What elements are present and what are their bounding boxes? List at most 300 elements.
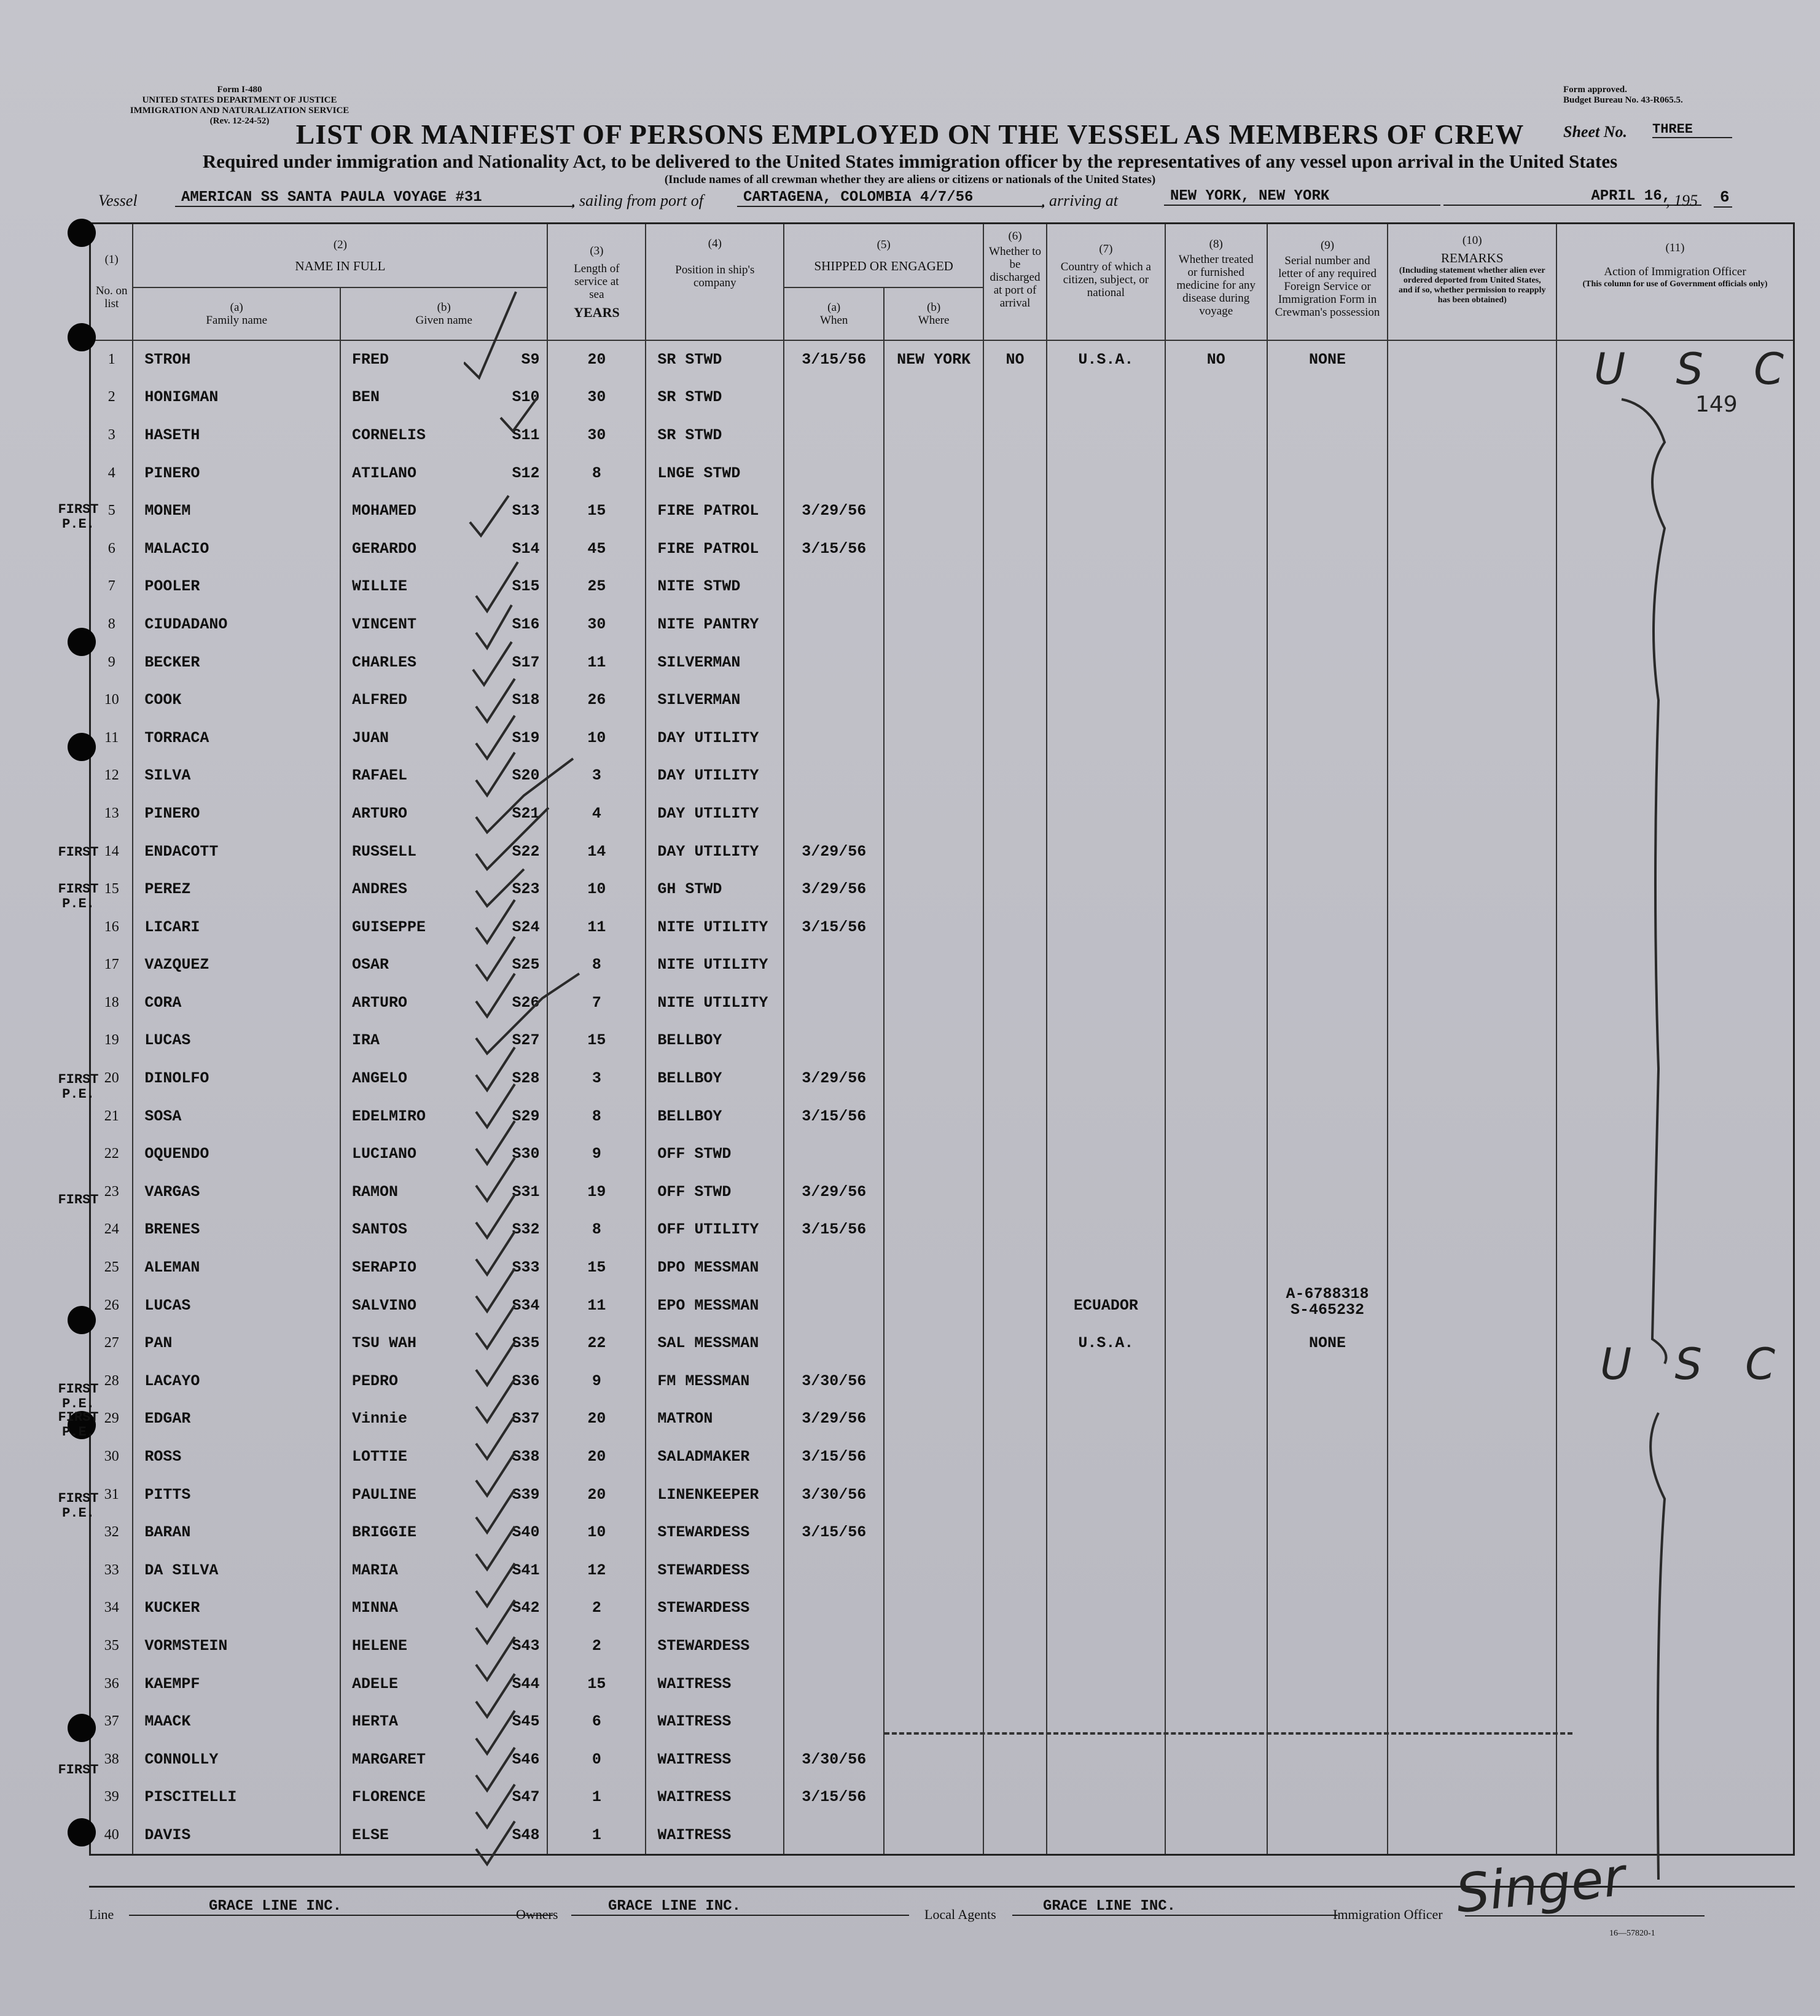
given-name: VINCENT [351, 615, 416, 633]
service-years: 1 [592, 1826, 601, 1844]
medicine-cell [1165, 1514, 1267, 1552]
serial-number-2: S-465232 [1291, 1301, 1365, 1319]
row-number: 28 [104, 1372, 119, 1389]
country-cell [1047, 1589, 1165, 1627]
shipped-where-cell [884, 1589, 983, 1627]
shipped-when-cell [784, 1022, 884, 1060]
country-cell [1047, 340, 1165, 379]
family-name: BARAN [144, 1523, 191, 1542]
sheet-value: THREE [1652, 122, 1732, 138]
shipped-when-cell [784, 340, 884, 379]
medicine-cell [1165, 492, 1267, 530]
position: FIRE PATROL [657, 539, 759, 558]
subtitle-note: (Include names of all crewman whether they are aliens or citizens or nationals of the United States) [664, 173, 1156, 186]
row-number: 39 [104, 1789, 119, 1805]
crew-row [90, 1627, 1794, 1665]
margin-note: FIRST P.E. [58, 502, 99, 532]
family-name: HASETH [144, 426, 200, 444]
country: U.S.A. [1078, 1334, 1134, 1353]
serial-number-cell [1267, 908, 1388, 946]
family-name: COOK [144, 691, 182, 709]
country-cell [1047, 1249, 1165, 1287]
given-name: ADELE [351, 1674, 398, 1693]
shipped-when-cell [784, 606, 884, 644]
crew-row [90, 1324, 1794, 1362]
family-name: HONIGMAN [144, 388, 219, 407]
serial-number-cell [1267, 946, 1388, 984]
arriving-value: NEW YORK, NEW YORK [1164, 188, 1440, 206]
family-name-cell [133, 832, 340, 870]
service-years: 2 [592, 1599, 601, 1617]
country-cell [1047, 1514, 1165, 1552]
position: NITE UTILITY [657, 956, 768, 974]
given-name: RAMON [351, 1182, 398, 1201]
family-name-cell [133, 1097, 340, 1135]
family-name-cell [133, 1589, 340, 1627]
shipped-when: 3/29/56 [802, 502, 867, 520]
crew-code: S9 [521, 350, 540, 369]
discharged-cell [983, 1665, 1047, 1703]
position: LNGE STWD [657, 464, 741, 482]
family-name: BRENES [144, 1221, 200, 1239]
serial-number: NONE [1309, 1334, 1346, 1353]
given-name: RAFAEL [351, 767, 407, 785]
col-name-header: (2) NAME IN FULL [133, 224, 547, 287]
discharged-cell [983, 568, 1047, 606]
remarks-cell [1388, 832, 1556, 870]
row-number: 7 [107, 578, 115, 595]
crew-code: S13 [512, 502, 540, 520]
crew-row [90, 1362, 1794, 1401]
col-action-header: (11) Action of Immigration Officer (This column for use of Government officials only) [1556, 224, 1794, 340]
position-cell [646, 1060, 784, 1098]
row-number: 33 [104, 1561, 119, 1578]
remarks-cell [1388, 1324, 1556, 1362]
given-name: HERTA [351, 1713, 398, 1731]
service-years: 14 [587, 842, 606, 861]
row-number: 35 [104, 1637, 119, 1654]
shipped-where-cell [884, 378, 983, 416]
position-cell [646, 984, 784, 1022]
country-cell [1047, 1060, 1165, 1098]
medicine-cell [1165, 1703, 1267, 1741]
margin-note: FIRST P.E. [58, 1491, 99, 1521]
medicine-cell [1165, 1400, 1267, 1438]
discharged-cell [983, 1740, 1047, 1778]
given-name: BRIGGIE [351, 1523, 416, 1542]
col-when-header: (a) When [784, 287, 884, 340]
shipped-where-cell [884, 1060, 983, 1098]
serial-number-cell [1267, 1514, 1388, 1552]
serial-number-cell [1267, 757, 1388, 795]
family-name-cell [133, 568, 340, 606]
position-cell [646, 795, 784, 833]
remarks-cell [1388, 1514, 1556, 1552]
service-years: 10 [587, 729, 606, 747]
family-name-cell [133, 529, 340, 568]
medicine-cell [1165, 681, 1267, 719]
country-cell [1047, 568, 1165, 606]
crew-row [90, 984, 1794, 1022]
crew-row [90, 1740, 1794, 1778]
discharged-cell [983, 1438, 1047, 1476]
remarks-cell [1388, 1097, 1556, 1135]
punch-hole [68, 323, 96, 351]
crew-row [90, 1286, 1794, 1324]
crew-code: S43 [512, 1636, 540, 1655]
crew-code: S39 [512, 1485, 540, 1504]
service-years: 0 [592, 1750, 601, 1768]
crew-code: S35 [512, 1334, 540, 1353]
shipped-when-cell [784, 1816, 884, 1855]
medicine-cell [1165, 568, 1267, 606]
position: NITE UTILITY [657, 993, 768, 1012]
year-value: 6 [1714, 188, 1732, 208]
position-cell [646, 1286, 784, 1324]
given-name: EDELMIRO [351, 1107, 426, 1125]
position-cell [646, 1249, 784, 1287]
service-years: 9 [592, 1372, 601, 1390]
medicine-cell [1165, 946, 1267, 984]
family-name-cell [133, 1665, 340, 1703]
medicine-cell [1165, 908, 1267, 946]
crew-row [90, 832, 1794, 870]
country-cell [1047, 1135, 1165, 1173]
service-years: 25 [587, 577, 606, 596]
shipped-when-cell [784, 908, 884, 946]
row-number: 9 [107, 654, 115, 670]
vessel-value: AMERICAN SS SANTA PAULA VOYAGE #31 [175, 189, 574, 207]
row-number-cell [90, 908, 133, 946]
row-number: 3 [107, 426, 115, 443]
serial-number-cell [1267, 1589, 1388, 1627]
row-number: 21 [104, 1108, 119, 1124]
remarks-cell [1388, 1778, 1556, 1816]
shipped-when-cell [784, 832, 884, 870]
shipped-when-cell [784, 795, 884, 833]
remarks-cell [1388, 1475, 1556, 1514]
crew-code: S23 [512, 880, 540, 899]
position-cell [646, 1324, 784, 1362]
medicine-cell [1165, 1324, 1267, 1362]
shipped-where-cell [884, 1703, 983, 1741]
shipped-when-cell [784, 1173, 884, 1211]
position-cell [646, 870, 784, 908]
shipped-where-cell [884, 454, 983, 492]
family-name: PEREZ [144, 880, 191, 899]
family-name: PISCITELLI [144, 1788, 237, 1807]
family-name: POOLER [144, 577, 200, 596]
crew-row [90, 795, 1794, 833]
family-name: BECKER [144, 653, 200, 671]
country: ECUADOR [1073, 1296, 1138, 1315]
crew-row [90, 454, 1794, 492]
position-cell [646, 606, 784, 644]
service-years: 7 [592, 993, 601, 1012]
country-cell [1047, 1097, 1165, 1135]
crew-code: S19 [512, 729, 540, 747]
bracket-line [1597, 393, 1695, 1892]
remarks-cell [1388, 1740, 1556, 1778]
discharged-cell [983, 529, 1047, 568]
country-cell [1047, 416, 1165, 455]
service-years: 3 [592, 767, 601, 785]
position-cell [646, 1703, 784, 1741]
discharged-cell [983, 416, 1047, 455]
family-name-cell [133, 1627, 340, 1665]
arriving-label: , arriving at [1041, 192, 1118, 209]
row-number: 14 [104, 843, 119, 859]
position: STEWARDESS [657, 1523, 750, 1542]
crew-row [90, 529, 1794, 568]
shipped-where-cell [884, 340, 983, 379]
given-name: ATILANO [351, 464, 416, 482]
service-years: 30 [587, 615, 606, 633]
row-number: 18 [104, 994, 119, 1010]
row-number: 38 [104, 1751, 119, 1767]
crew-row [90, 1135, 1794, 1173]
crew-row [90, 908, 1794, 946]
family-name-cell [133, 606, 340, 644]
family-name-cell [133, 492, 340, 530]
crew-code: S26 [512, 993, 540, 1012]
family-name-cell [133, 1703, 340, 1741]
family-name: CORA [144, 993, 182, 1012]
remarks-cell [1388, 757, 1556, 795]
given-name: SERAPIO [351, 1259, 416, 1277]
row-number: 1 [107, 351, 115, 367]
shipped-when-cell [784, 870, 884, 908]
remarks-cell [1388, 1173, 1556, 1211]
family-name: ALEMAN [144, 1259, 200, 1277]
given-name: LOTTIE [351, 1448, 407, 1466]
medicine-cell [1165, 984, 1267, 1022]
shipped-when-cell [784, 643, 884, 681]
row-number-cell [90, 757, 133, 795]
crew-row [90, 1514, 1794, 1552]
shipped-when-cell [784, 757, 884, 795]
line-value: GRACE LINE INC. [129, 1898, 553, 1916]
position-cell [646, 340, 784, 379]
family-name: LUCAS [144, 1031, 191, 1050]
medicine-cell [1165, 1249, 1267, 1287]
given-name: MINNA [351, 1599, 398, 1617]
position: DAY UTILITY [657, 767, 759, 785]
family-name: VARGAS [144, 1182, 200, 1201]
serial-number-cell [1267, 568, 1388, 606]
serial-number-cell [1267, 606, 1388, 644]
crew-code: S10 [512, 388, 540, 407]
family-name: DINOLFO [144, 1069, 209, 1088]
crew-code: S44 [512, 1674, 540, 1693]
family-name-cell [133, 1475, 340, 1514]
family-name-cell [133, 1740, 340, 1778]
medicine-cell [1165, 1135, 1267, 1173]
medicine-cell [1165, 1211, 1267, 1249]
serial-number-cell [1267, 1249, 1388, 1287]
service-years: 8 [592, 1107, 601, 1125]
shipped-when-cell [784, 946, 884, 984]
position-cell [646, 1362, 784, 1401]
serial-number-cell [1267, 1173, 1388, 1211]
medicine-cell [1165, 1627, 1267, 1665]
serial-number-cell [1267, 832, 1388, 870]
position-cell [646, 1665, 784, 1703]
remarks-cell [1388, 1211, 1556, 1249]
position-cell [646, 1211, 784, 1249]
service-years: 1 [592, 1788, 601, 1807]
position: WAITRESS [657, 1788, 732, 1807]
row-number: 36 [104, 1675, 119, 1692]
family-name: CONNOLLY [144, 1750, 219, 1768]
row-number: 2 [107, 389, 115, 405]
given-name: JUAN [351, 729, 389, 747]
shipped-where-cell [884, 606, 983, 644]
country-cell [1047, 1703, 1165, 1741]
row-number-cell [90, 1627, 133, 1665]
owners-label: Owners [516, 1907, 558, 1922]
crew-code: S20 [512, 767, 540, 785]
crew-code: S21 [512, 804, 540, 822]
serial-number-cell [1267, 1778, 1388, 1816]
serial-number-cell [1267, 1362, 1388, 1401]
position: SILVERMAN [657, 691, 741, 709]
family-name-cell [133, 1060, 340, 1098]
given-name: LUCIANO [351, 1145, 416, 1163]
year-prefix: , 195 [1666, 192, 1698, 209]
shipped-when: 3/15/56 [802, 1523, 867, 1542]
position-cell [646, 719, 784, 757]
position: WAITRESS [657, 1826, 732, 1844]
col-given-header: (b) Given name [340, 287, 548, 340]
discharged-cell [983, 1400, 1047, 1438]
position-cell [646, 1778, 784, 1816]
given-name: Vinnie [351, 1410, 407, 1428]
position-cell [646, 1135, 784, 1173]
shipped-where-cell [884, 984, 983, 1022]
country-cell [1047, 1816, 1165, 1855]
row-number: 15 [104, 881, 119, 897]
shipped-where-cell [884, 1552, 983, 1590]
crew-row [90, 1552, 1794, 1590]
shipped-when: 3/15/56 [802, 539, 867, 558]
shipped-when-cell [784, 984, 884, 1022]
family-name: SILVA [144, 767, 191, 785]
remarks-cell [1388, 1627, 1556, 1665]
row-number-cell [90, 1665, 133, 1703]
medicine-cell [1165, 1097, 1267, 1135]
remarks-cell [1388, 1400, 1556, 1438]
shipped-when: 3/15/56 [802, 1107, 867, 1125]
crew-row [90, 681, 1794, 719]
position-cell [646, 378, 784, 416]
margin-note: FIRST [58, 1762, 99, 1778]
discharged-cell [983, 1060, 1047, 1098]
remarks-cell [1388, 529, 1556, 568]
discharged-cell [983, 1778, 1047, 1816]
position-cell [646, 454, 784, 492]
shipped-where-cell [884, 1324, 983, 1362]
country-cell [1047, 492, 1165, 530]
country-cell [1047, 946, 1165, 984]
row-number: 27 [104, 1335, 119, 1351]
department: UNITED STATES DEPARTMENT OF JUSTICE [142, 95, 337, 105]
serial-number-cell [1267, 492, 1388, 530]
shipped-where-cell [884, 1400, 983, 1438]
shipped-when-cell [784, 1135, 884, 1173]
family-name-cell [133, 1249, 340, 1287]
country-cell [1047, 795, 1165, 833]
position: BELLBOY [657, 1069, 722, 1088]
shipped-when-cell [784, 1362, 884, 1401]
position: MATRON [657, 1410, 713, 1428]
position: EPO MESSMAN [657, 1296, 759, 1315]
punch-hole [68, 1818, 96, 1846]
given-name: HELENE [351, 1636, 407, 1655]
country-cell [1047, 984, 1165, 1022]
country-cell [1047, 378, 1165, 416]
shipped-where-cell [884, 1475, 983, 1514]
position: SR STWD [657, 350, 722, 369]
crew-code: S16 [512, 615, 540, 633]
service-years: 12 [587, 1561, 606, 1579]
family-name-cell [133, 1362, 340, 1401]
position: STEWARDESS [657, 1636, 750, 1655]
crew-code: S42 [512, 1599, 540, 1617]
crew-code: S12 [512, 464, 540, 482]
crew-code: S47 [512, 1788, 540, 1807]
medicine-cell [1165, 454, 1267, 492]
family-name: CIUDADANO [144, 615, 228, 633]
row-number-cell [90, 946, 133, 984]
position: FIRE PATROL [657, 502, 759, 520]
medicine-cell [1165, 529, 1267, 568]
medicine-cell [1165, 1740, 1267, 1778]
shipped-when-cell [784, 1060, 884, 1098]
medicine-cell [1165, 795, 1267, 833]
family-name: ENDACOTT [144, 842, 219, 861]
country-cell [1047, 757, 1165, 795]
discharged-cell [983, 1589, 1047, 1627]
remarks-cell [1388, 795, 1556, 833]
family-name: EDGAR [144, 1410, 191, 1428]
row-number-cell [90, 643, 133, 681]
country-cell [1047, 1324, 1165, 1362]
family-name: LICARI [144, 918, 200, 936]
crew-code: S36 [512, 1372, 540, 1390]
punch-hole [68, 1306, 96, 1334]
serial-number-cell [1267, 870, 1388, 908]
medicine-cell [1165, 416, 1267, 455]
position: OFF STWD [657, 1182, 732, 1201]
country-cell [1047, 908, 1165, 946]
remarks-cell [1388, 606, 1556, 644]
discharged-cell [983, 1211, 1047, 1249]
position: SALADMAKER [657, 1448, 750, 1466]
col-medicine-header: (8) Whether treated or furnished medicine for any disease during voyage [1165, 224, 1267, 340]
shipped-where-cell [884, 1740, 983, 1778]
row-number-cell [90, 1249, 133, 1287]
form-number: Form I-480 [217, 85, 262, 95]
row-number: 25 [104, 1259, 119, 1276]
medicine-cell [1165, 1022, 1267, 1060]
crew-row [90, 1589, 1794, 1627]
family-name: VORMSTEIN [144, 1636, 228, 1655]
crew-code: S30 [512, 1145, 540, 1163]
shipped-when-cell [784, 1097, 884, 1135]
family-name: DAVIS [144, 1826, 191, 1844]
punch-hole [68, 733, 96, 761]
